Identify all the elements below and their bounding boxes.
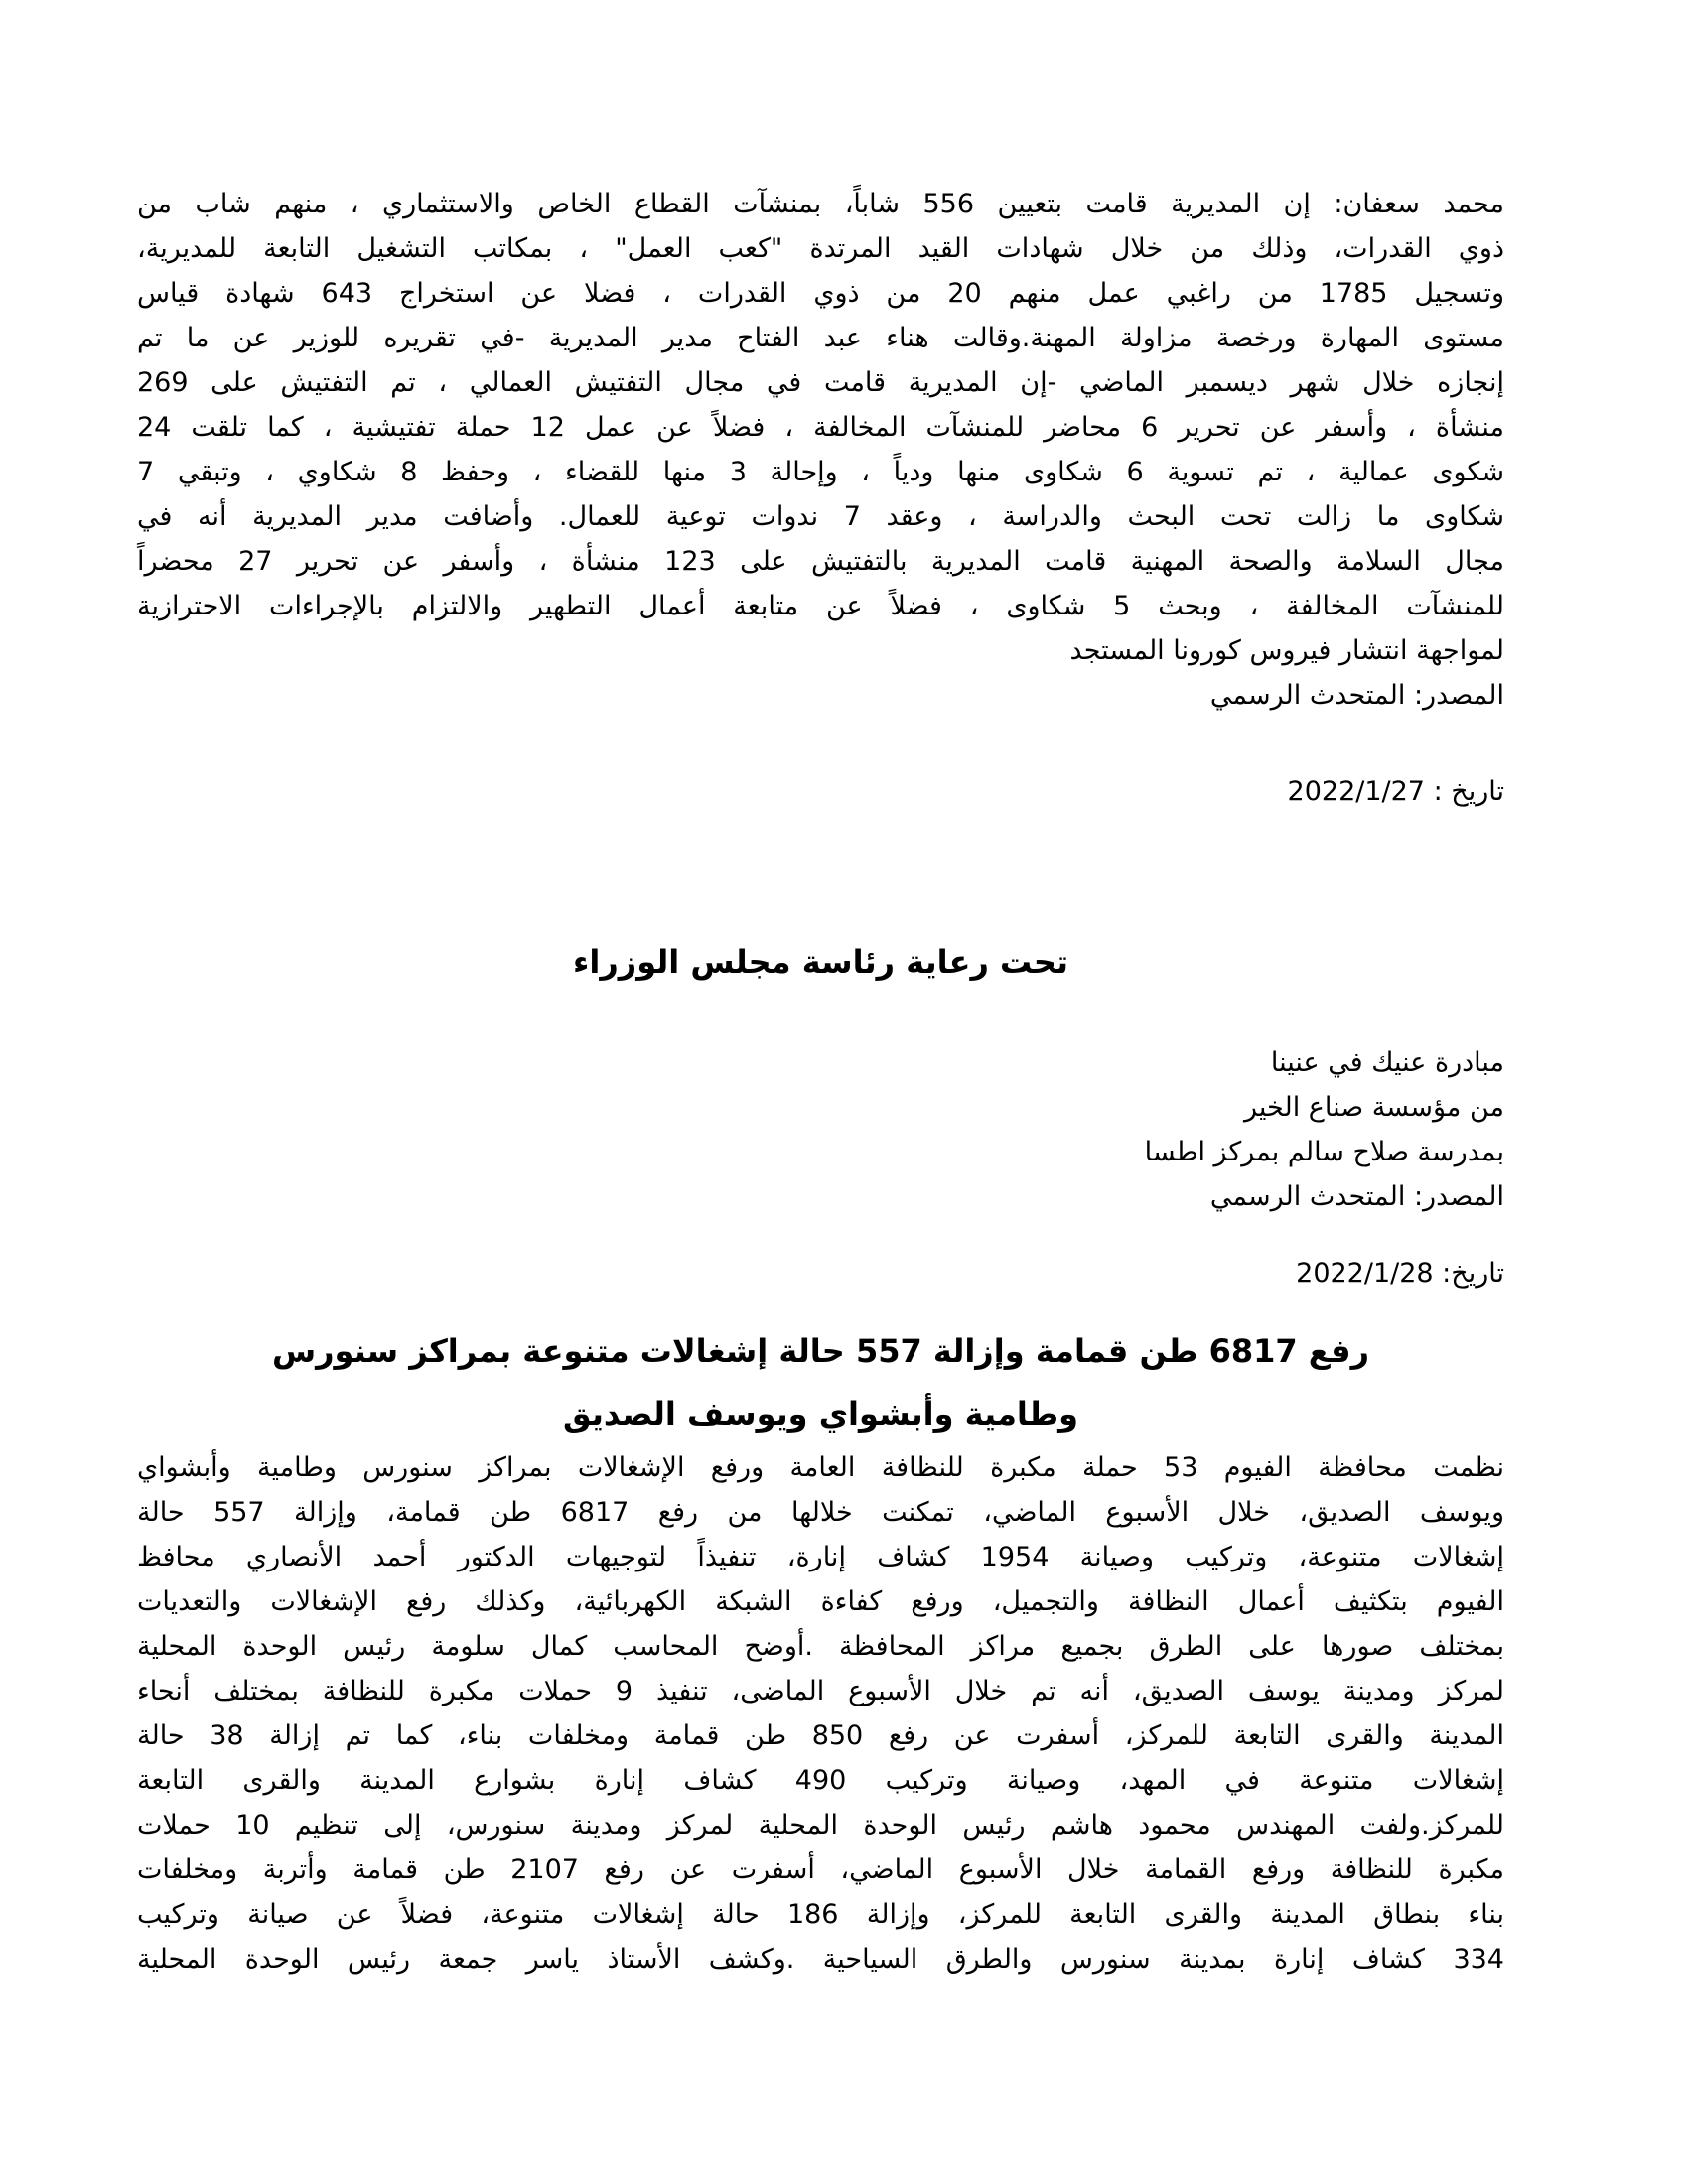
- text-line: وطامية وأبشواي ويوسف الصديق: [563, 1395, 1078, 1433]
- initiative-date: تاريخ: 2022/1/28: [1296, 1258, 1504, 1289]
- text-line: مستوى المهارة ورخصة مزاولة المهنة.وقالت هناء عبد الفتاح مدير المديرية -في تقريره للوزير عن ما تم: [137, 323, 1504, 353]
- article-1-date: تاريخ : 2022/1/27: [1287, 776, 1504, 807]
- text-line: لمركز ومدينة يوسف الصديق، أنه تم خلال الأسبوع الماضى، تنفيذ 9 حملات مكبرة للنظافة بمختلف أنحاء: [137, 1676, 1504, 1706]
- text-line: بمختلف صورها على الطرق بجميع مراكز المحافظة .أوضح المحاسب كمال سلومة رئيس الوحدة المحلية: [137, 1631, 1504, 1662]
- text-line: المصدر: المتحدث الرسمي: [1209, 1181, 1504, 1212]
- text-line: مجال السلامة والصحة المهنية قامت المديرية بالتفتيش على 123 منشأة ، وأسفر عن تحرير 27 محضراً: [137, 546, 1504, 577]
- text-line: إنجازه خلال شهر ديسمبر الماضي -إن المديرية قامت في مجال التفتيش العمالي ، تم التفتيش على 269: [137, 367, 1504, 398]
- text-line: نظمت محافظة الفيوم 53 حملة مكبرة للنظافة العامة ورفع الإشغالات بمراكز سنورس وطامية وأبشواي: [137, 1452, 1504, 1483]
- text-line: للمركز.ولفت المهندس محمود هاشم رئيس الوحدة المحلية لمركز ومدينة سنورس، إلى تنظيم 10 حملات: [137, 1810, 1504, 1841]
- document-body: [0, 182, 1688, 1981]
- text-line: المصدر: المتحدث الرسمي: [1209, 680, 1504, 711]
- text-line: من مؤسسة صناع الخير: [1244, 1092, 1504, 1123]
- text-line: بمدرسة صلاح سالم بمركز اطسا: [1144, 1137, 1504, 1167]
- article-2-heading: [137, 1320, 1504, 1445]
- text-line: الفيوم بتكثيف أعمال النظافة والتجميل، ورفع كفاءة الشبكة الكهربائية، وكذلك رفع الإشغالات والتعديات: [137, 1586, 1504, 1617]
- initiative-block: [137, 1040, 1504, 1219]
- text-line: للمنشآت المخالفة ، وبحث 5 شكاوى ، فضلاً عن متابعة أعمال التطهير والالتزام بالإجراءات الاحترازية: [137, 591, 1504, 621]
- text-line: بناء بنطاق المدينة والقرى التابعة للمركز، وإزالة 186 حالة إشغالات متنوعة، فضلاً عن صيانة وتركيب: [137, 1899, 1504, 1930]
- text-line: شكاوى ما زالت تحت البحث والدراسة ، وعقد 7 ندوات توعية للعمال. وأضافت مدير المديرية أنه في: [137, 501, 1504, 532]
- text-line: إشغالات متنوعة في المهد، وصيانة وتركيب 490 كشاف إنارة بشوارع المدينة والقرى التابعة: [137, 1765, 1504, 1796]
- text-line: المدينة والقرى التابعة للمركز، أسفرت عن رفع 850 طن قمامة ومخلفات بناء، كما تم إزالة 38 حالة: [137, 1720, 1505, 1751]
- text-line: إشغالات متنوعة، وتركيب وصيانة 1954 كشاف إنارة، تنفيذاً لتوجيهات الدكتور أحمد الأنصاري محافظ: [137, 1542, 1504, 1572]
- text-line: 334 كشاف إنارة بمدينة سنورس والطرق السياحية .وكشف الأستاذ ياسر جمعة رئيس الوحدة المحلية: [137, 1944, 1504, 1975]
- text-line: مبادرة عنيك في عنينا: [1270, 1047, 1504, 1078]
- text-line: شكوى عمالية ، تم تسوية 6 شكاوى منها ودياً ، وإحالة 3 منها للقضاء ، وحفظ 8 شكاوي ، وتبقي 7: [137, 457, 1505, 487]
- text-line: ذوي القدرات، وذلك من خلال شهادات القيد المرتدة "كعب العمل" ، بمكاتب التشغيل التابعة للمديرية،: [137, 233, 1504, 264]
- text-line: ويوسف الصديق، خلال الأسبوع الماضي، تمكنت خلالها من رفع 6817 طن قمامة، وإزالة 557 حالة: [137, 1497, 1504, 1528]
- patronage-heading: تحت رعاية رئاسة مجلس الوزراء: [573, 943, 1068, 981]
- text-line: محمد سعفان: إن المديرية قامت بتعيين 556 شاباً، بمنشآت القطاع الخاص والاستثماري ، منهم شاب من: [137, 189, 1504, 219]
- text-line: وتسجيل 1785 من راغبي عمل منهم 20 من ذوي القدرات ، فضلا عن استخراج 643 شهادة قياس: [137, 278, 1505, 309]
- text-line: مكبرة للنظافة ورفع القمامة خلال الأسبوع الماضي، أسفرت عن رفع 2107 طن قمامة وأتربة ومخلفات: [137, 1854, 1505, 1885]
- text-line: رفع 6817 طن قمامة وإزالة 557 حالة إشغالات متنوعة بمراكز سنورس: [271, 1332, 1370, 1370]
- article-1-paragraph: [137, 182, 1504, 718]
- article-2-paragraph: [137, 1445, 1504, 1981]
- text-line: منشأة ، وأسفر عن تحرير 6 محاضر للمنشآت المخالفة ، فضلاً عن عمل 12 حملة تفتيشية ، كما تلقت 24: [137, 412, 1504, 443]
- text-line: لمواجهة انتشار فيروس كورونا المستجد: [1069, 635, 1504, 666]
